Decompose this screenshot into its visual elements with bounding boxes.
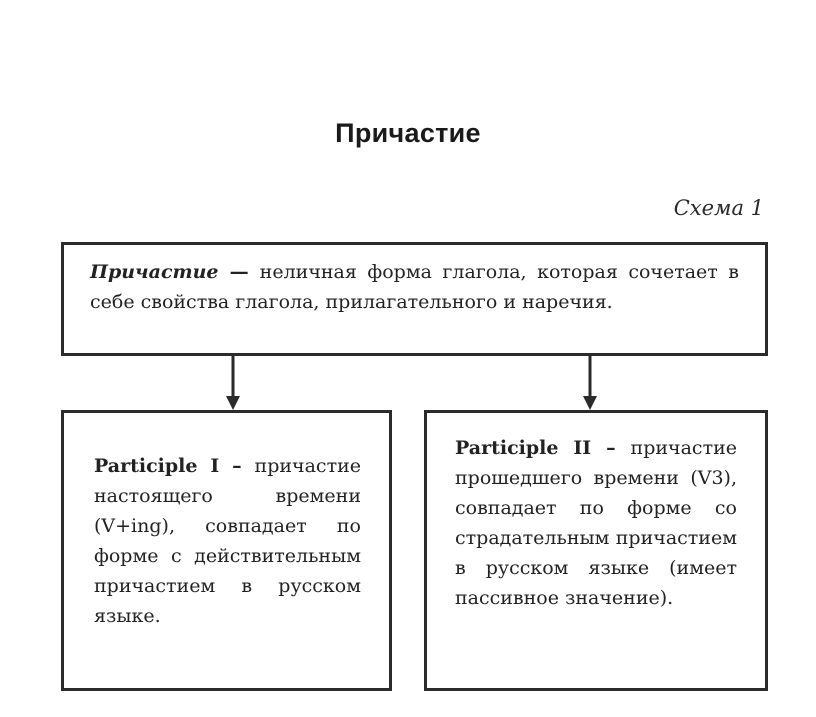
arrow-right	[583, 356, 597, 410]
definition-term: Причастие	[90, 261, 219, 283]
definition-text: неличная форма глагола, которая сочетает в себе свойства глагола, прилагательного и наречия.	[90, 261, 739, 313]
participle-2-term: Participle II	[455, 437, 592, 459]
page-title: Причастие	[335, 118, 481, 148]
participle-1-box	[61, 410, 392, 691]
participle-2-box	[424, 410, 768, 691]
definition-dash: —	[218, 261, 260, 283]
participle-1-term: Participle I	[94, 455, 220, 477]
participle-2-dash: –	[591, 437, 631, 459]
arrow-left	[226, 356, 240, 410]
participle-1-text: причастие настоящего времени (V+ing), совпадает по форме с действительным причастием в русском языке.	[94, 455, 361, 627]
participle-2-text: причастие прошедшего времени (V3), совпадает по форме со страдательным причастием в русском языке (имеет пассивное значение).	[455, 437, 737, 609]
participle-1-dash: –	[219, 455, 255, 477]
scheme-label: Схема 1	[673, 196, 764, 220]
